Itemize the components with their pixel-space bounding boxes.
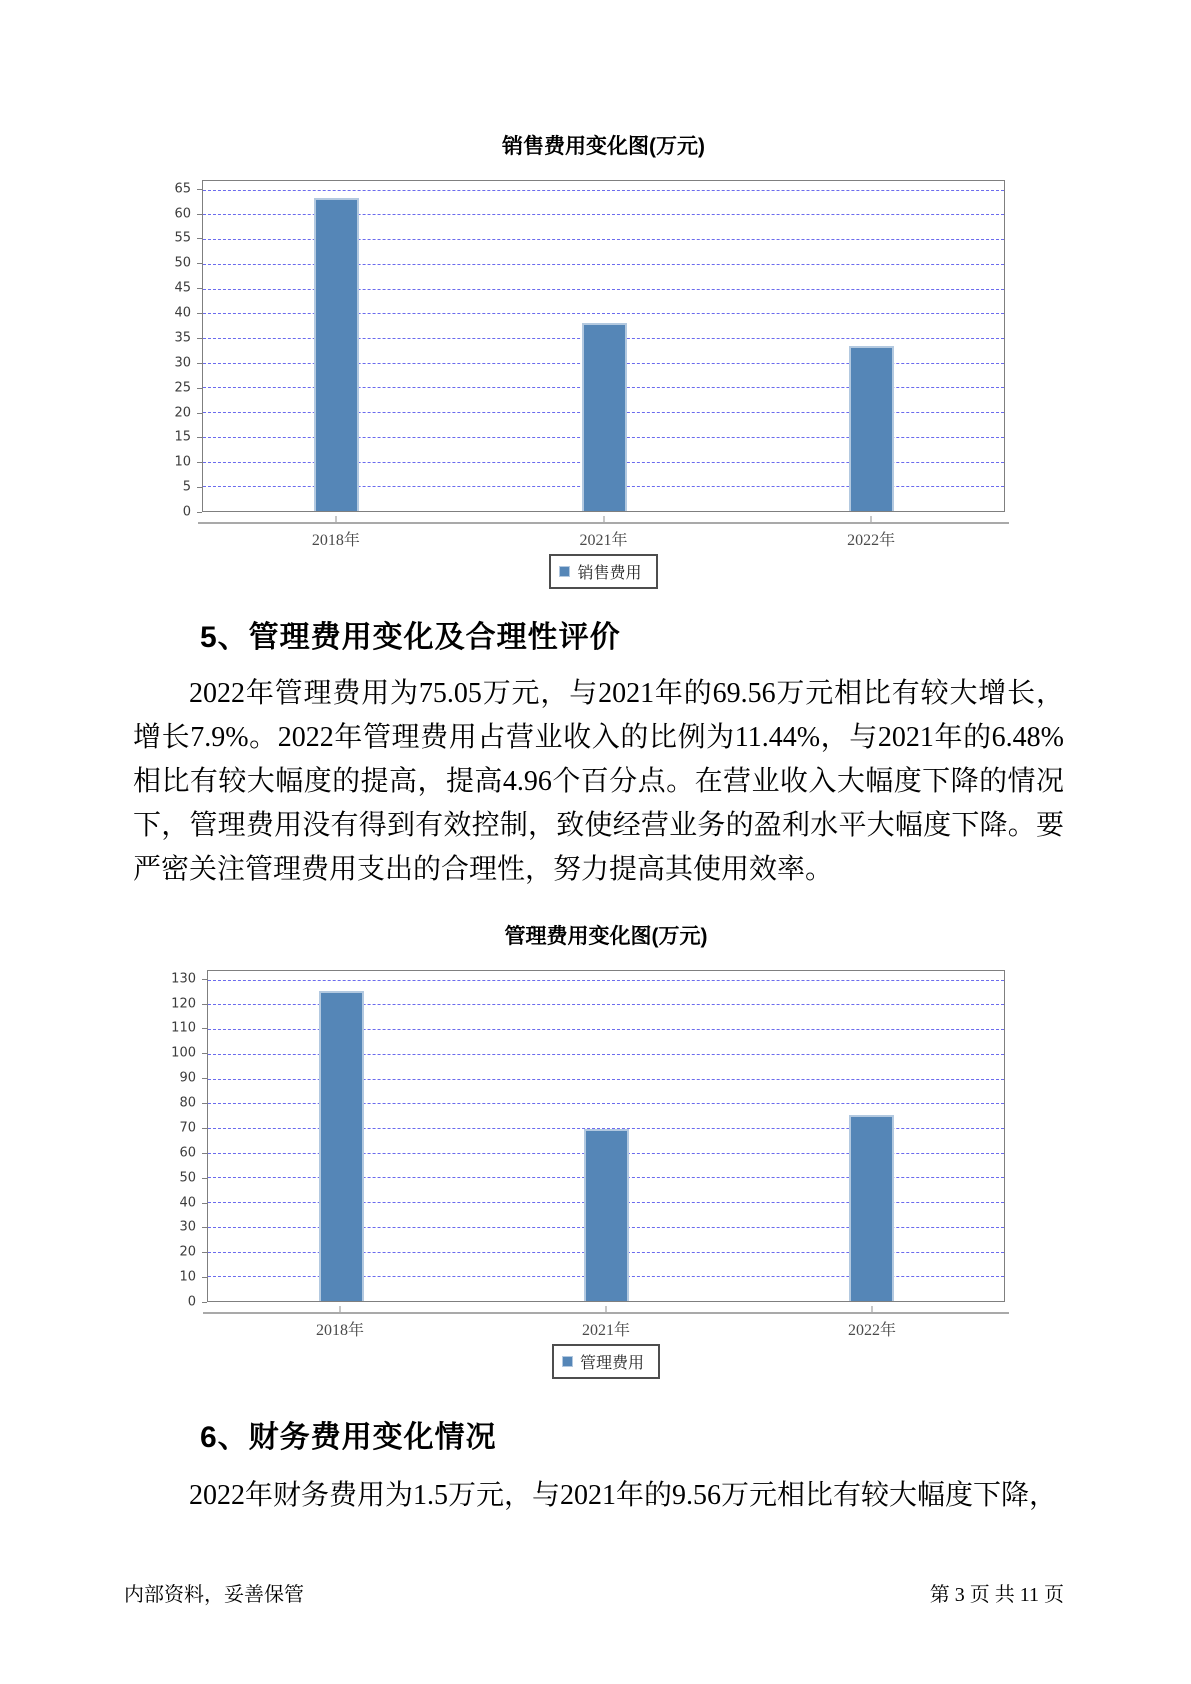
x-axis-line bbox=[198, 522, 1009, 524]
section-5-paragraph: 2022年管理费用为75.05万元，与2021年的69.56万元相比有较大增长，增长7.9%。2022年管理费用占营业收入的比例为11.44%，与2021年的6.48%相比有较大幅度的提高，提高4.96个百分点。在营业收入大幅度下降的情况下，管理费用没有得到有效控制，致使经营业务的盈利水平大幅度下降。要严密关注管理费用支出的合理性，努力提高其使用效率。 bbox=[133, 678, 1064, 885]
x-tick-label: 2018年 bbox=[311, 532, 360, 549]
page-footer bbox=[124, 1578, 1064, 1607]
section-6-heading: 6、财务费用变化情况 bbox=[200, 1421, 497, 1454]
x-tick-label: 2018年 bbox=[315, 1322, 364, 1339]
y-tick-label: 110 bbox=[171, 1020, 196, 1036]
y-tick-label: 40 bbox=[179, 1195, 196, 1211]
y-tick-label: 20 bbox=[174, 405, 191, 421]
sales-expense-chart bbox=[147, 134, 1005, 589]
legend-label: 销售费用 bbox=[577, 565, 642, 582]
y-tick-label: 55 bbox=[174, 230, 191, 246]
y-tick-label: 45 bbox=[174, 280, 191, 296]
y-axis bbox=[147, 180, 202, 520]
footer-confidential-note: 内部资料，妥善保管 bbox=[124, 1584, 304, 1606]
y-tick-label: 65 bbox=[174, 181, 191, 197]
y-tick-label: 50 bbox=[174, 255, 191, 271]
x-tick-label: 2021年 bbox=[581, 1322, 631, 1339]
chart-frame bbox=[152, 970, 1005, 1310]
x-tick-label: 2022年 bbox=[847, 532, 896, 549]
y-tick-label: 100 bbox=[171, 1045, 196, 1061]
y-tick-label: 50 bbox=[179, 1170, 196, 1186]
legend-box bbox=[549, 554, 657, 589]
y-tick-label: 130 bbox=[171, 971, 196, 987]
y-tick-label: 10 bbox=[179, 1269, 196, 1285]
legend bbox=[207, 1344, 1005, 1379]
y-tick-label: 40 bbox=[174, 305, 191, 321]
y-tick-label: 60 bbox=[174, 206, 191, 222]
bar-2018年 bbox=[314, 198, 359, 511]
y-axis bbox=[152, 970, 207, 1310]
y-tick-label: 5 bbox=[182, 479, 191, 495]
y-tick-label: 35 bbox=[174, 330, 191, 346]
y-tick-label: 10 bbox=[174, 454, 191, 470]
chart-title: 管理费用变化图(万元) bbox=[504, 925, 708, 948]
plot-area bbox=[207, 970, 1005, 1302]
x-axis bbox=[202, 512, 1005, 552]
bar-2022年 bbox=[849, 1115, 894, 1301]
x-axis bbox=[207, 1302, 1005, 1342]
bar-2021年 bbox=[584, 1129, 629, 1301]
x-tick-mark bbox=[339, 1306, 340, 1312]
y-tick-label: 25 bbox=[174, 380, 191, 396]
y-tick-label: 0 bbox=[182, 504, 191, 520]
y-tick-label: 30 bbox=[179, 1219, 196, 1235]
legend bbox=[202, 554, 1005, 589]
y-tick-label: 70 bbox=[179, 1120, 196, 1136]
x-tick-mark bbox=[606, 1306, 607, 1312]
bar-2018年 bbox=[319, 991, 364, 1301]
footer-page-number: 第 3 页 共 11 页 bbox=[929, 1584, 1064, 1606]
y-tick-label: 30 bbox=[174, 355, 191, 371]
section-6-paragraph: 2022年财务费用为1.5万元，与2021年的9.56万元相比有较大幅度下降， bbox=[189, 1480, 1058, 1511]
y-tick-label: 15 bbox=[174, 429, 191, 445]
gridline bbox=[203, 190, 1004, 191]
gridline bbox=[208, 980, 1004, 981]
plot-area bbox=[202, 180, 1005, 512]
legend-label: 管理费用 bbox=[579, 1355, 644, 1372]
y-tick-label: 80 bbox=[179, 1095, 196, 1111]
legend-box bbox=[552, 1344, 660, 1379]
section-5-heading: 5、管理费用变化及合理性评价 bbox=[200, 621, 621, 654]
y-tick-label: 60 bbox=[179, 1145, 196, 1161]
x-axis-line bbox=[203, 1312, 1009, 1314]
y-tick-label: 120 bbox=[171, 996, 196, 1012]
management-expense-chart bbox=[152, 924, 1005, 1379]
x-tick-mark bbox=[871, 516, 872, 522]
x-tick-mark bbox=[872, 1306, 873, 1312]
y-tick-label: 0 bbox=[187, 1294, 196, 1310]
chart-title: 销售费用变化图(万元) bbox=[502, 135, 705, 158]
chart-frame bbox=[147, 180, 1005, 520]
legend-swatch-icon bbox=[562, 1356, 573, 1367]
legend-swatch-icon bbox=[559, 566, 570, 577]
y-tick-label: 20 bbox=[179, 1244, 196, 1260]
x-tick-label: 2022年 bbox=[847, 1322, 897, 1339]
bar-2022年 bbox=[849, 346, 894, 511]
y-tick-label: 90 bbox=[179, 1070, 196, 1086]
x-tick-mark bbox=[335, 516, 336, 522]
x-tick-label: 2021年 bbox=[579, 532, 628, 549]
bar-2021年 bbox=[582, 323, 627, 511]
x-tick-mark bbox=[603, 516, 604, 522]
